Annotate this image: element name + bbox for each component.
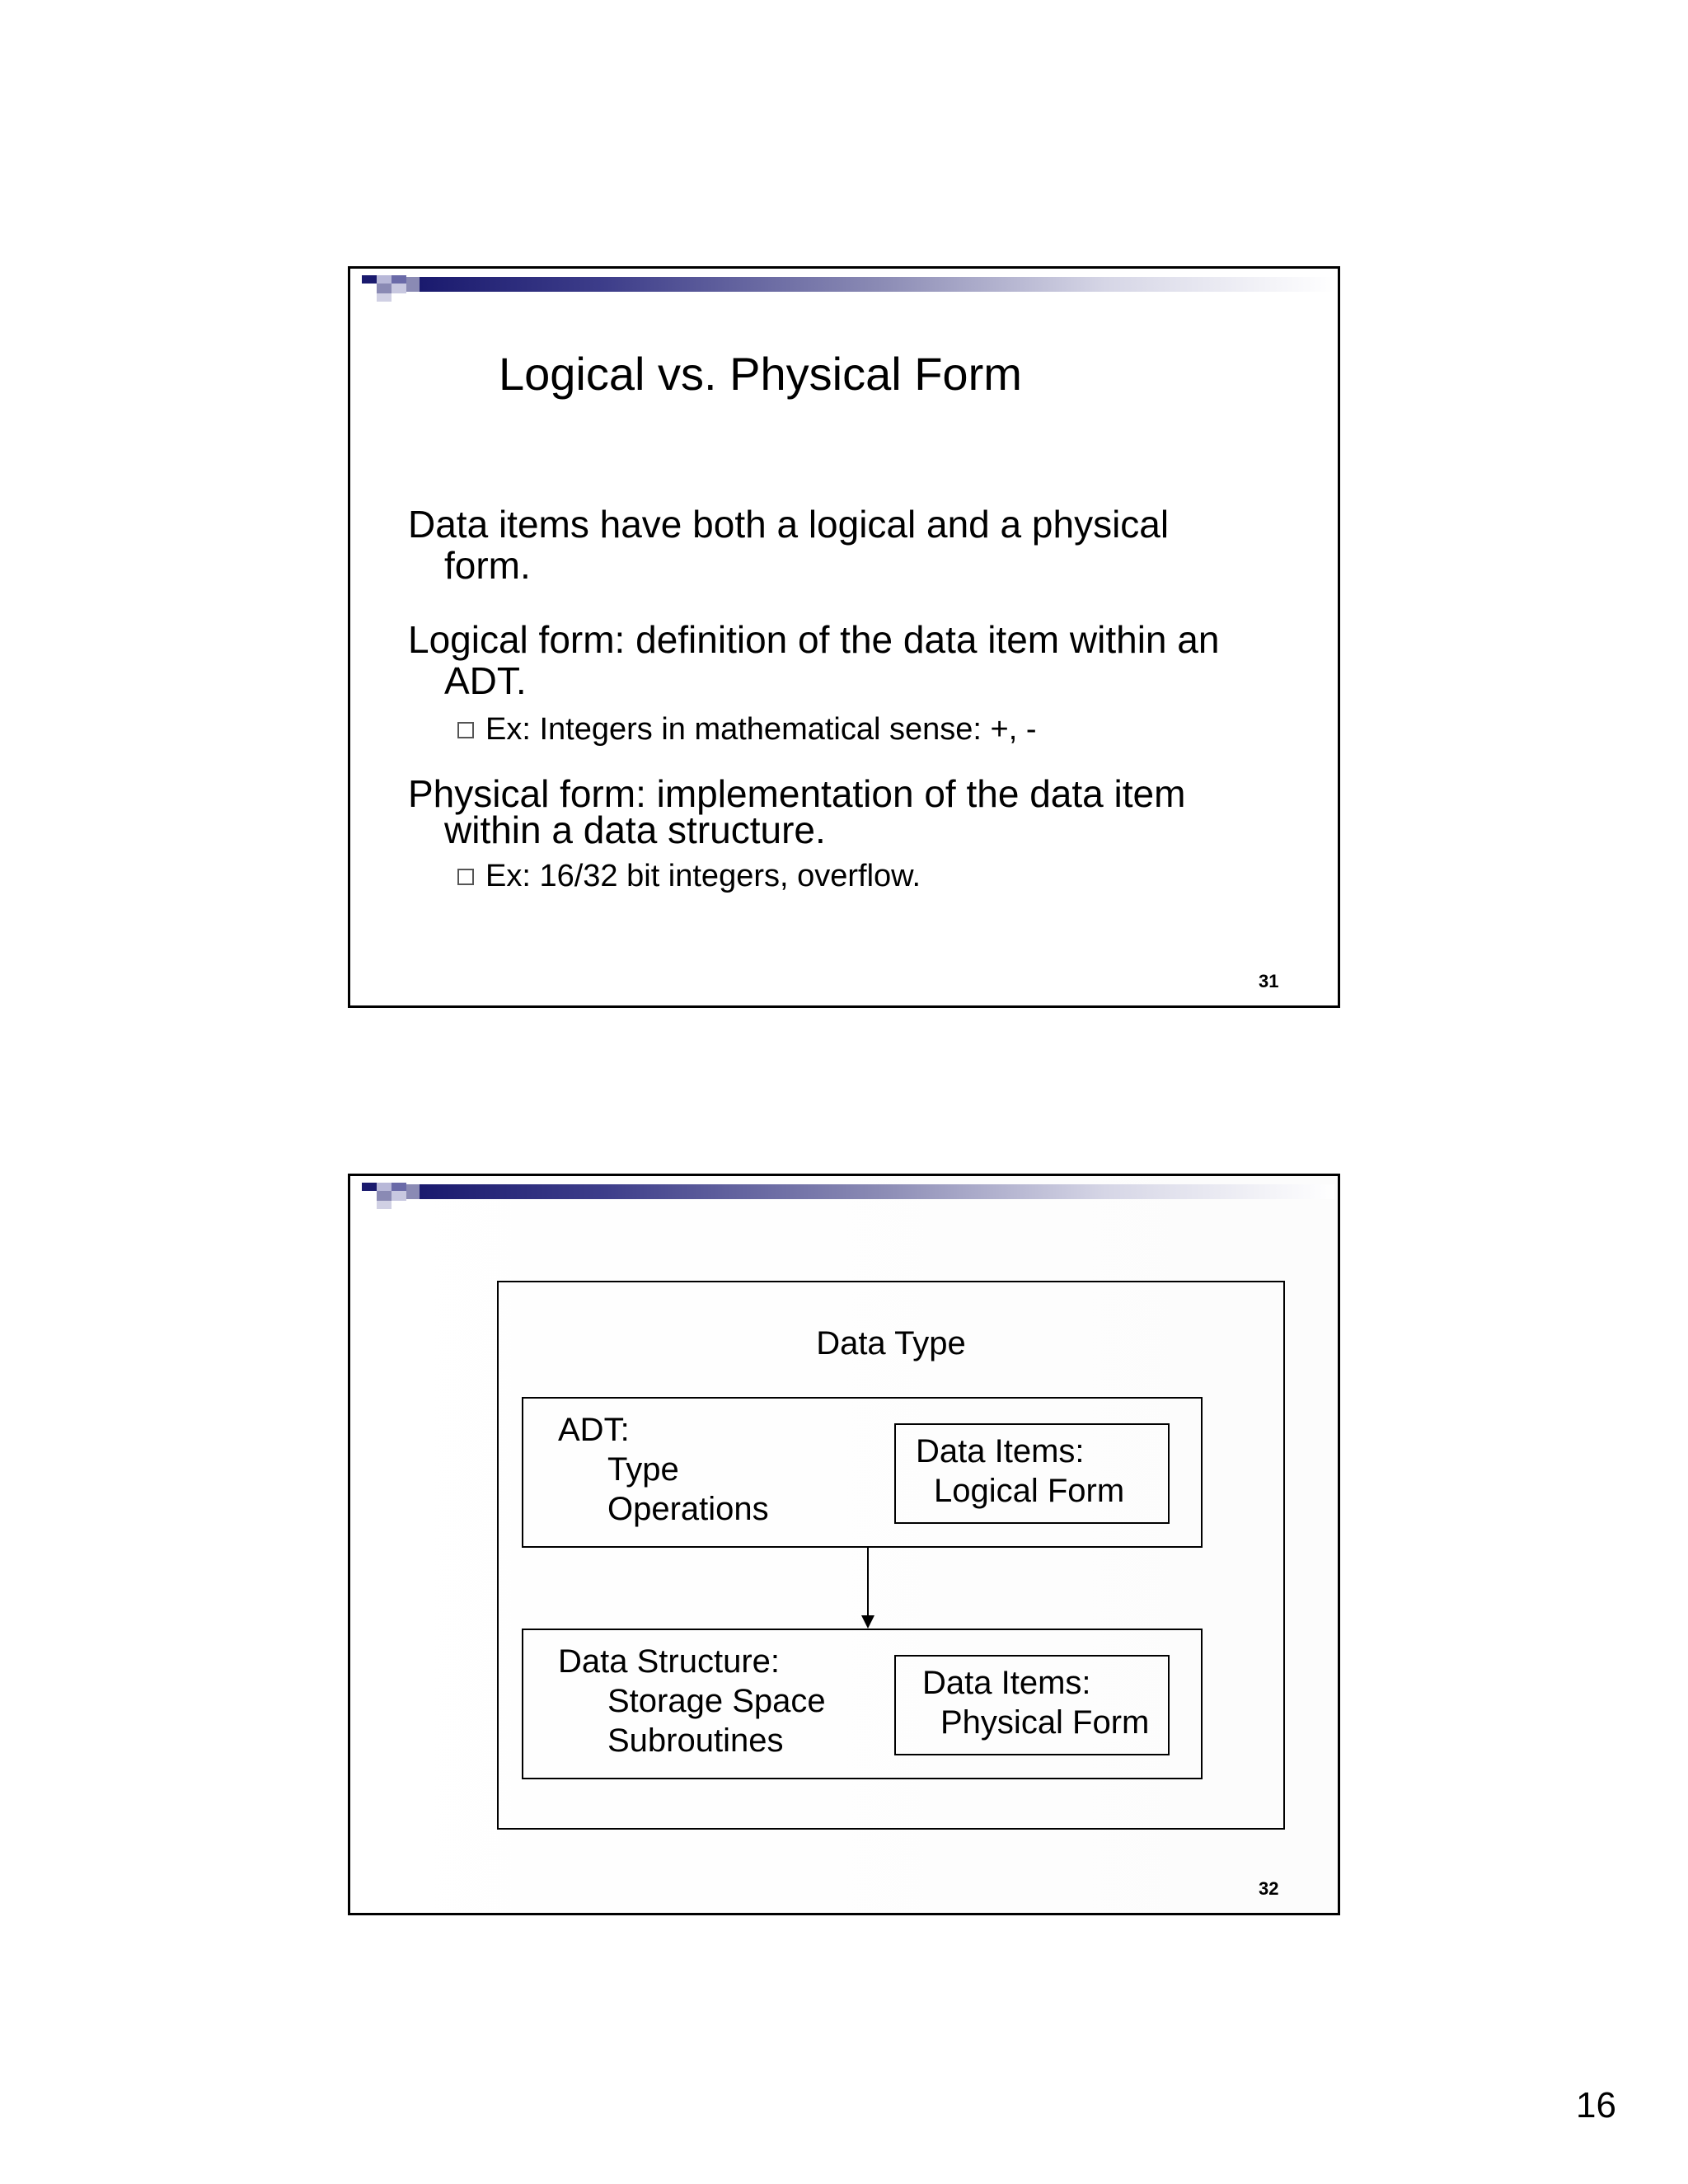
data-type-label: Data Type [816,1325,966,1361]
header-decoration [350,1176,1343,1217]
bullet-2-line2: ADT. [444,659,527,702]
data-structure-box [522,1629,1203,1779]
slide-title: Logical vs. Physical Form [499,348,1022,400]
bullet-3-line1: Physical form: implementation of the data item [408,772,1186,815]
adt-heading: ADT: [558,1412,630,1448]
bullet-3-line2: within a data structure. [444,808,826,851]
bullet-2-line1: Logical form: definition of the data item within an [408,618,1220,661]
sub-bullet-2-text: Ex: 16/32 bit integers, overflow. [485,859,921,893]
down-arrow [851,1546,884,1632]
adt-line-type: Type [607,1451,679,1488]
page-number: 16 [1576,2085,1616,2125]
slide-31 [348,266,1340,1008]
adt-box [522,1397,1203,1548]
checkbox-icon [457,722,474,738]
slide-number: 31 [1259,971,1279,991]
checkbox-icon [457,869,474,885]
bullet-1-line1: Data items have both a logical and a physical [408,503,1170,546]
data-structure-heading: Data Structure: [558,1643,781,1680]
physical-form-box [894,1655,1170,1755]
data-structure-line-storage: Storage Space [607,1683,826,1719]
bullet-2 [408,619,1219,701]
header-decoration [350,269,1343,310]
logical-form-line1: Data Items: [916,1433,1085,1469]
bullet-1-line2: form. [444,544,531,587]
physical-form-line1: Data Items: [922,1665,1091,1701]
adt-line-operations: Operations [607,1491,769,1527]
sub-bullet-1-text: Ex: Integers in mathematical sense: +, - [485,712,1037,747]
logical-form-line2: Logical Form [934,1473,1125,1509]
slide-number: 32 [1259,1878,1279,1899]
sub-bullet-2 [457,859,921,894]
data-structure-line-subroutines: Subroutines [607,1722,784,1759]
bullet-1 [408,504,1169,586]
bullet-3 [408,773,1185,851]
logical-form-box [894,1423,1170,1524]
data-type-box [497,1281,1285,1830]
physical-form-line2: Physical Form [940,1704,1150,1741]
sub-bullet-1 [457,712,1036,748]
slide-32 [348,1174,1340,1915]
